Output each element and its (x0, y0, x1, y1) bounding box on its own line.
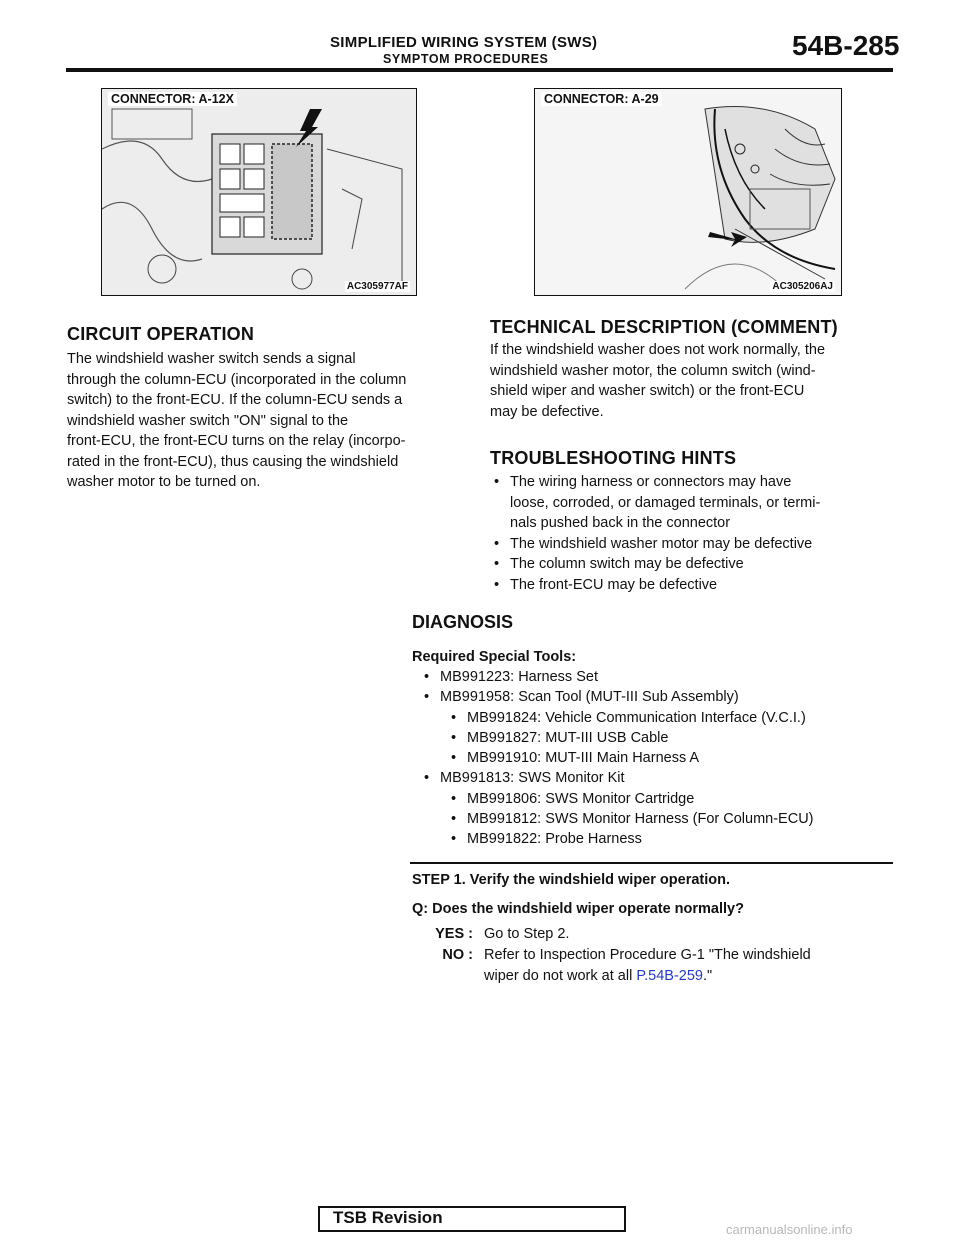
list-item: • MB991958: Scan Tool (MUT-III Sub Assembly) (412, 687, 892, 707)
figure-caption: CONNECTOR: A-29 (541, 92, 662, 106)
diagnosis-heading: DIAGNOSIS (412, 612, 514, 632)
connector-figure-a12x (101, 88, 417, 296)
list-item: • The windshield washer motor may be defective (490, 534, 900, 555)
section-subtitle: SYMPTOM PROCEDURES (383, 52, 549, 66)
list-item: • The front-ECU may be defective (490, 575, 900, 596)
list-item: • The wiring harness or connectors may have loose, corroded, or damaged terminals, or termi- nals pushed back in the connector (490, 472, 900, 534)
list-item: • MB991822: Probe Harness (412, 829, 892, 849)
list-item: • MB991827: MUT-III USB Cable (412, 728, 892, 748)
troubleshooting-hints-heading: TROUBLESHOOTING HINTS (490, 448, 737, 468)
no-label: NO : (442, 947, 473, 963)
technical-description-text: If the windshield washer does not work normally, the windshield washer motor, the column switch (wind- shield wiper and washer switch) or the front-ECU may be defective. (490, 342, 826, 420)
step-title: STEP 1. Verify the windshield wiper operation. (412, 872, 731, 888)
section-title: SIMPLIFIED WIRING SYSTEM (SWS) (330, 34, 598, 51)
required-tools-list (412, 667, 892, 850)
circuit-operation-heading: CIRCUIT OPERATION (67, 324, 255, 344)
no-text: Refer to Inspection Procedure G-1 "The windshield wiper do not work at all P.54B-259." (484, 947, 811, 984)
list-item: • MB991824: Vehicle Communication Interface (V.C.I.) (412, 708, 892, 728)
list-item: • The column switch may be defective (490, 554, 900, 575)
step-divider (410, 862, 893, 864)
figure-caption: CONNECTOR: A-12X (108, 92, 237, 106)
list-item: • MB991223: Harness Set (412, 667, 892, 687)
tsb-revision-label: TSB Revision (333, 1208, 443, 1227)
required-tools-label: Required Special Tools: (412, 649, 577, 665)
yes-text: Go to Step 2. (484, 926, 570, 942)
step-question: Q: Does the windshield wiper operate normally? (412, 901, 744, 917)
connector-figure-a29 (534, 88, 842, 296)
technical-description-heading: TECHNICAL DESCRIPTION (COMMENT) (490, 317, 838, 337)
watermark: carmanualsonline.info (726, 1222, 853, 1237)
yes-label: YES : (435, 926, 473, 942)
circuit-operation-text: The windshield washer switch sends a signal through the column-ECU (incorporated in the column switch) to the front-ECU. If the column-ECU sends a windshield washer switch "ON" signal to the front-ECU, the front-ECU turns on the relay (incorpo- rated in the front-ECU), thus causing the windshield washer motor to be turned on. (67, 351, 407, 490)
figure-id: AC305977AF (346, 281, 408, 292)
troubleshooting-hints-list (490, 472, 900, 595)
engine-bay-illustration (102, 89, 417, 296)
header-divider (66, 68, 893, 72)
page-reference-link[interactable]: P.54B-259 (636, 967, 703, 984)
figure-id: AC305206AJ (772, 281, 833, 292)
list-item: • MB991806: SWS Monitor Cartridge (412, 789, 892, 809)
list-item: • MB991812: SWS Monitor Harness (For Column-ECU) (412, 809, 892, 829)
page-number: 54B-285 (792, 30, 900, 61)
list-item: • MB991910: MUT-III Main Harness A (412, 748, 892, 768)
diagnosis-section (412, 612, 892, 850)
engine-compartment-illustration (535, 89, 842, 296)
list-item: • MB991813: SWS Monitor Kit (412, 768, 892, 788)
